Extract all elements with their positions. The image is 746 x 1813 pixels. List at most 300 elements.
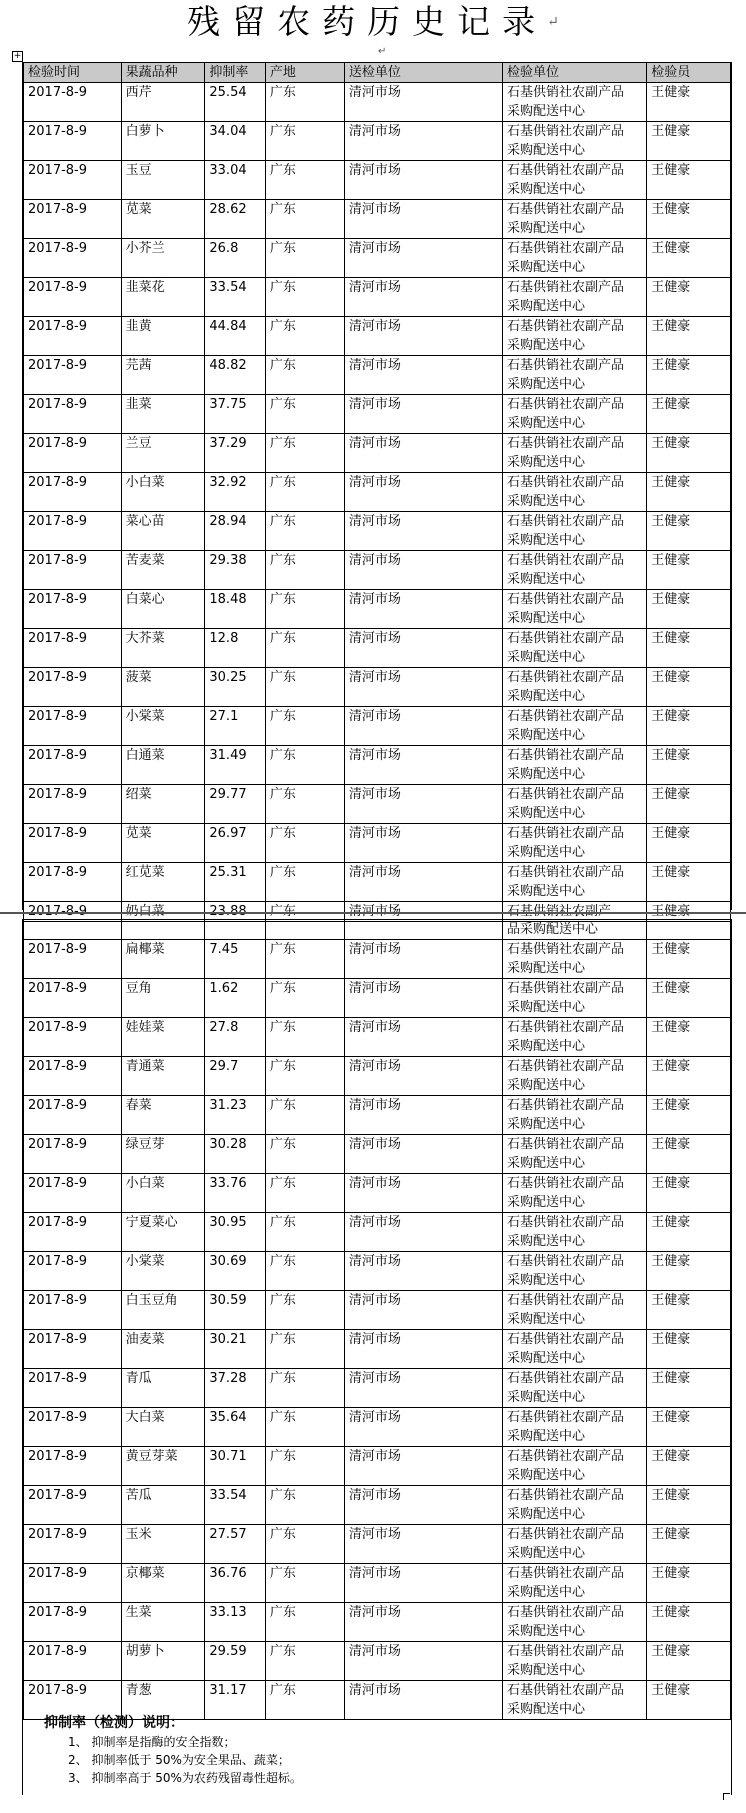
origin-cell: 广东 bbox=[265, 395, 344, 434]
sender-cell: 清河市场 bbox=[344, 122, 502, 161]
inspection-unit-cell: 石基供销社农副产品采购配送中心 bbox=[503, 161, 647, 200]
sender-cell: 清河市场 bbox=[344, 1603, 502, 1642]
table-row bbox=[24, 200, 731, 239]
vegetable-cell: 菠菜 bbox=[121, 668, 205, 707]
inspector-cell: 王健豪 bbox=[647, 1291, 731, 1330]
inspector-cell: 王健豪 bbox=[647, 1408, 731, 1447]
inspector-cell bbox=[647, 920, 731, 940]
rate-cell: 32.92 bbox=[205, 473, 265, 512]
table-row bbox=[24, 161, 731, 200]
inspection-unit-cell: 石基供销社农副产品采购配送中心 bbox=[503, 200, 647, 239]
table-row bbox=[24, 1096, 731, 1135]
inspector-cell: 王健豪 bbox=[647, 1057, 731, 1096]
inspection-unit-cell: 石基供销社农副产品采购配送中心 bbox=[503, 278, 647, 317]
origin-cell: 广东 bbox=[265, 1408, 344, 1447]
rate-cell: 12.8 bbox=[205, 629, 265, 668]
table-row bbox=[24, 512, 731, 551]
date-cell: 2017-8-9 bbox=[24, 1174, 122, 1213]
date-cell: 2017-8-9 bbox=[24, 1525, 122, 1564]
table-row bbox=[24, 940, 731, 979]
date-cell: 2017-8-9 bbox=[24, 239, 122, 278]
origin-cell: 广东 bbox=[265, 161, 344, 200]
sender-cell: 清河市场 bbox=[344, 1213, 502, 1252]
vegetable-cell: 青葱 bbox=[121, 1681, 205, 1720]
rate-cell: 48.82 bbox=[205, 356, 265, 395]
origin-cell: 广东 bbox=[265, 278, 344, 317]
sender-cell: 清河市场 bbox=[344, 512, 502, 551]
table-row bbox=[24, 317, 731, 356]
rate-cell: 30.71 bbox=[205, 1447, 265, 1486]
origin-cell: 广东 bbox=[265, 1018, 344, 1057]
inspector-cell: 王健豪 bbox=[647, 1096, 731, 1135]
column-header: 产地 bbox=[265, 63, 344, 83]
inspector-cell: 王健豪 bbox=[647, 979, 731, 1018]
inspector-cell: 王健豪 bbox=[647, 551, 731, 590]
vegetable-cell: 豆角 bbox=[121, 979, 205, 1018]
inspection-unit-cell: 石基供销社农副产品采购配送中心 bbox=[503, 1525, 647, 1564]
origin-cell: 广东 bbox=[265, 590, 344, 629]
inspector-cell: 王健豪 bbox=[647, 1018, 731, 1057]
origin-cell: 广东 bbox=[265, 1291, 344, 1330]
inspector-cell: 王健豪 bbox=[647, 746, 731, 785]
page-title bbox=[0, 2, 746, 42]
inspection-unit-cell: 石基供销社农副产品采购配送中心 bbox=[503, 1408, 647, 1447]
rate-cell: 31.23 bbox=[205, 1096, 265, 1135]
inspector-cell: 王健豪 bbox=[647, 1525, 731, 1564]
inspector-cell: 王健豪 bbox=[647, 239, 731, 278]
page-break-divider bbox=[0, 912, 746, 914]
rate-cell: 7.45 bbox=[205, 940, 265, 979]
vegetable-cell: 扁椰菜 bbox=[121, 940, 205, 979]
date-cell: 2017-8-9 bbox=[24, 824, 122, 863]
inspector-cell: 王健豪 bbox=[647, 1213, 731, 1252]
sender-cell: 清河市场 bbox=[344, 1018, 502, 1057]
date-cell: 2017-8-9 bbox=[24, 1291, 122, 1330]
rate-cell: 29.59 bbox=[205, 1642, 265, 1681]
date-cell: 2017-8-9 bbox=[24, 1330, 122, 1369]
inspection-unit-cell: 石基供销社农副产品采购配送中心 bbox=[503, 1330, 647, 1369]
table-row bbox=[24, 1057, 731, 1096]
inspector-cell: 王健豪 bbox=[647, 473, 731, 512]
date-cell: 2017-8-9 bbox=[24, 590, 122, 629]
rate-cell: 18.48 bbox=[205, 590, 265, 629]
paragraph-mark-icon: ↵ bbox=[378, 46, 387, 57]
sender-cell: 清河市场 bbox=[344, 1135, 502, 1174]
sender-cell: 清河市场 bbox=[344, 629, 502, 668]
table-row bbox=[24, 239, 731, 278]
table-row bbox=[24, 1447, 731, 1486]
table-header-row bbox=[24, 63, 731, 83]
date-cell: 2017-8-9 bbox=[24, 1213, 122, 1252]
table-row bbox=[24, 1408, 731, 1447]
rate-cell: 30.69 bbox=[205, 1252, 265, 1291]
sender-cell: 清河市场 bbox=[344, 824, 502, 863]
inspection-unit-cell: 石基供销社农副产品采购配送中心 bbox=[503, 434, 647, 473]
origin-cell: 广东 bbox=[265, 1096, 344, 1135]
rate-cell: 33.54 bbox=[205, 1486, 265, 1525]
date-cell: 2017-8-9 bbox=[24, 551, 122, 590]
date-cell: 2017-8-9 bbox=[24, 1486, 122, 1525]
rate-cell: 25.54 bbox=[205, 83, 265, 122]
origin-cell: 广东 bbox=[265, 902, 344, 922]
inspection-unit-cell: 石基供销社农副产品采购配送中心 bbox=[503, 1564, 647, 1603]
table-row bbox=[24, 122, 731, 161]
inspection-unit-cell: 品采购配送中心 bbox=[503, 920, 647, 940]
origin-cell: 广东 bbox=[265, 122, 344, 161]
origin-cell: 广东 bbox=[265, 356, 344, 395]
table-row bbox=[24, 356, 731, 395]
inspector-cell: 王健豪 bbox=[647, 824, 731, 863]
date-cell: 2017-8-9 bbox=[24, 122, 122, 161]
inspector-cell: 王健豪 bbox=[647, 668, 731, 707]
column-header: 送检单位 bbox=[344, 63, 502, 83]
origin-cell: 广东 bbox=[265, 434, 344, 473]
sender-cell: 清河市场 bbox=[344, 83, 502, 122]
date-cell: 2017-8-9 bbox=[24, 395, 122, 434]
date-cell: 2017-8-9 bbox=[24, 512, 122, 551]
rate-cell: 29.38 bbox=[205, 551, 265, 590]
origin-cell: 广东 bbox=[265, 746, 344, 785]
sender-cell: 清河市场 bbox=[344, 785, 502, 824]
date-cell: 2017-8-9 bbox=[24, 668, 122, 707]
table-row bbox=[24, 83, 731, 122]
origin-cell: 广东 bbox=[265, 1525, 344, 1564]
inspection-unit-cell: 石基供销社农副产品采购配送中心 bbox=[503, 1252, 647, 1291]
sender-cell: 清河市场 bbox=[344, 200, 502, 239]
inspection-unit-cell: 石基供销社农副产品采购配送中心 bbox=[503, 863, 647, 902]
inspection-unit-cell: 石基供销社农副产品采购配送中心 bbox=[503, 785, 647, 824]
origin-cell: 广东 bbox=[265, 200, 344, 239]
inspection-unit-cell: 石基供销社农副产品采购配送中心 bbox=[503, 979, 647, 1018]
origin-cell: 广东 bbox=[265, 83, 344, 122]
inspector-cell: 王健豪 bbox=[647, 1642, 731, 1681]
vegetable-cell: 菜心苗 bbox=[121, 512, 205, 551]
record-table bbox=[23, 62, 731, 922]
inspector-cell: 王健豪 bbox=[647, 707, 731, 746]
rate-cell: 1.62 bbox=[205, 979, 265, 1018]
sender-cell: 清河市场 bbox=[344, 863, 502, 902]
vegetable-cell: 生菜 bbox=[121, 1603, 205, 1642]
rate-cell: 30.28 bbox=[205, 1135, 265, 1174]
column-header: 检验时间 bbox=[24, 63, 122, 83]
table-row bbox=[24, 395, 731, 434]
table-row bbox=[24, 1525, 731, 1564]
origin-cell: 广东 bbox=[265, 1213, 344, 1252]
vegetable-cell: 兰豆 bbox=[121, 434, 205, 473]
rate-cell: 26.8 bbox=[205, 239, 265, 278]
vegetable-cell: 苋菜 bbox=[121, 200, 205, 239]
inspection-unit-cell: 石基供销社农副产品采购配送中心 bbox=[503, 629, 647, 668]
date-cell: 2017-8-9 bbox=[24, 1096, 122, 1135]
rate-cell: 34.04 bbox=[205, 122, 265, 161]
rate-cell: 27.57 bbox=[205, 1525, 265, 1564]
inspection-unit-cell: 石基供销社农副产品采购配送中心 bbox=[503, 1291, 647, 1330]
vegetable-cell: 苦麦菜 bbox=[121, 551, 205, 590]
rate-cell: 31.49 bbox=[205, 746, 265, 785]
rate-cell: 37.75 bbox=[205, 395, 265, 434]
origin-cell: 广东 bbox=[265, 824, 344, 863]
inspector-cell: 王健豪 bbox=[647, 278, 731, 317]
vegetable-cell: 小芥兰 bbox=[121, 239, 205, 278]
note-item: 2、 抑制率低于 50%为安全果品、蔬菜； bbox=[68, 1753, 290, 1767]
vegetable-cell: 小棠菜 bbox=[121, 707, 205, 746]
rate-cell: 33.54 bbox=[205, 278, 265, 317]
date-cell: 2017-8-9 bbox=[24, 278, 122, 317]
origin-cell: 广东 bbox=[265, 1174, 344, 1213]
rate-cell: 27.8 bbox=[205, 1018, 265, 1057]
inspection-unit-cell: 石基供销社农副产品采购配送中心 bbox=[503, 1135, 647, 1174]
date-cell: 2017-8-9 bbox=[24, 1447, 122, 1486]
column-header: 抑制率 bbox=[205, 63, 265, 83]
table-row bbox=[24, 1018, 731, 1057]
date-cell: 2017-8-9 bbox=[24, 317, 122, 356]
origin-cell: 广东 bbox=[265, 1681, 344, 1720]
rate-cell: 33.04 bbox=[205, 161, 265, 200]
vegetable-cell bbox=[121, 920, 205, 940]
date-cell: 2017-8-9 bbox=[24, 1252, 122, 1291]
vegetable-cell: 油麦菜 bbox=[121, 1330, 205, 1369]
column-header: 检验员 bbox=[647, 63, 731, 83]
inspector-cell: 王健豪 bbox=[647, 1330, 731, 1369]
origin-cell: 广东 bbox=[265, 551, 344, 590]
sender-cell: 清河市场 bbox=[344, 1486, 502, 1525]
inspector-cell: 王健豪 bbox=[647, 1603, 731, 1642]
rate-cell: 28.94 bbox=[205, 512, 265, 551]
inspection-unit-cell: 石基供销社农副产品采购配送中心 bbox=[503, 940, 647, 979]
paragraph-mark-icon: ↵ bbox=[547, 14, 559, 30]
sender-cell: 清河市场 bbox=[344, 473, 502, 512]
vegetable-cell: 韭黄 bbox=[121, 317, 205, 356]
vegetable-cell: 春菜 bbox=[121, 1096, 205, 1135]
sender-cell: 清河市场 bbox=[344, 1057, 502, 1096]
table-move-handle-icon[interactable]: + bbox=[13, 51, 22, 61]
origin-cell: 广东 bbox=[265, 473, 344, 512]
table-row bbox=[24, 1564, 731, 1603]
date-cell: 2017-8-9 bbox=[24, 979, 122, 1018]
sender-cell: 清河市场 bbox=[344, 1369, 502, 1408]
vegetable-cell: 玉米 bbox=[121, 1525, 205, 1564]
origin-cell: 广东 bbox=[265, 707, 344, 746]
table-row bbox=[24, 1174, 731, 1213]
inspector-cell: 王健豪 bbox=[647, 1447, 731, 1486]
inspection-unit-cell: 石基供销社农副产品采购配送中心 bbox=[503, 551, 647, 590]
inspection-unit-cell: 石基供销社农副产品采购配送中心 bbox=[503, 1642, 647, 1681]
note-item: 3、 抑制率高于 50%为农药残留毒性超标。 bbox=[68, 1771, 302, 1785]
rate-cell: 23.88 bbox=[205, 902, 265, 922]
vegetable-cell: 小棠菜 bbox=[121, 1252, 205, 1291]
inspector-cell: 王健豪 bbox=[647, 512, 731, 551]
rate-cell: 33.13 bbox=[205, 1603, 265, 1642]
inspector-cell: 王健豪 bbox=[647, 863, 731, 902]
sender-cell: 清河市场 bbox=[344, 979, 502, 1018]
origin-cell: 广东 bbox=[265, 1564, 344, 1603]
sender-cell: 清河市场 bbox=[344, 356, 502, 395]
inspector-cell: 王健豪 bbox=[647, 1174, 731, 1213]
vegetable-cell: 白菜心 bbox=[121, 590, 205, 629]
origin-cell bbox=[265, 920, 344, 940]
table-row bbox=[24, 278, 731, 317]
origin-cell: 广东 bbox=[265, 940, 344, 979]
sender-cell: 清河市场 bbox=[344, 1096, 502, 1135]
origin-cell: 广东 bbox=[265, 1369, 344, 1408]
rate-cell: 28.62 bbox=[205, 200, 265, 239]
column-header: 检验单位 bbox=[503, 63, 647, 83]
table-row bbox=[24, 1369, 731, 1408]
inspector-cell: 王健豪 bbox=[647, 83, 731, 122]
origin-cell: 广东 bbox=[265, 1252, 344, 1291]
sender-cell: 清河市场 bbox=[344, 1252, 502, 1291]
sender-cell: 清河市场 bbox=[344, 1408, 502, 1447]
rate-cell: 25.31 bbox=[205, 863, 265, 902]
inspection-unit-cell: 石基供销社农副产品采购配送中心 bbox=[503, 1213, 647, 1252]
date-cell: 2017-8-9 bbox=[24, 629, 122, 668]
inspection-unit-cell: 石基供销社农副产品采购配送中心 bbox=[503, 1447, 647, 1486]
table-row bbox=[24, 434, 731, 473]
record-table-continued bbox=[23, 919, 731, 1720]
origin-cell: 广东 bbox=[265, 317, 344, 356]
inspection-unit-cell: 石基供销社农副产品采购配送中心 bbox=[503, 746, 647, 785]
date-cell: 2017-8-9 bbox=[24, 1681, 122, 1720]
inspector-cell: 王健豪 bbox=[647, 1681, 731, 1720]
table-row bbox=[24, 629, 731, 668]
inspection-unit-cell: 石基供销社农副产品采购配送中心 bbox=[503, 356, 647, 395]
vegetable-cell: 京椰菜 bbox=[121, 1564, 205, 1603]
origin-cell: 广东 bbox=[265, 1603, 344, 1642]
sender-cell: 清河市场 bbox=[344, 1174, 502, 1213]
sender-cell: 清河市场 bbox=[344, 239, 502, 278]
sender-cell: 清河市场 bbox=[344, 1330, 502, 1369]
note-item: 1、 抑制率是指酶的安全指数； bbox=[68, 1735, 236, 1749]
origin-cell: 广东 bbox=[265, 1135, 344, 1174]
date-cell bbox=[24, 920, 122, 940]
inspection-unit-cell: 石基供销社农副产品采购配送中心 bbox=[503, 395, 647, 434]
vegetable-cell: 青瓜 bbox=[121, 1369, 205, 1408]
table-row-continued bbox=[24, 920, 731, 940]
inspection-unit-cell: 石基供销社农副产品采购配送中心 bbox=[503, 1369, 647, 1408]
origin-cell: 广东 bbox=[265, 863, 344, 902]
sender-cell: 清河市场 bbox=[344, 1525, 502, 1564]
origin-cell: 广东 bbox=[265, 1330, 344, 1369]
inspection-unit-cell: 石基供销社农副产品采购配送中心 bbox=[503, 1486, 647, 1525]
inspector-cell: 王健豪 bbox=[647, 122, 731, 161]
origin-cell: 广东 bbox=[265, 239, 344, 278]
sender-cell: 清河市场 bbox=[344, 434, 502, 473]
origin-cell: 广东 bbox=[265, 1642, 344, 1681]
inspection-unit-cell: 石基供销社农副产品采购配送中心 bbox=[503, 1018, 647, 1057]
rate-cell: 27.1 bbox=[205, 707, 265, 746]
sender-cell bbox=[344, 920, 502, 940]
sender-cell: 清河市场 bbox=[344, 1564, 502, 1603]
table-row bbox=[24, 1135, 731, 1174]
origin-cell: 广东 bbox=[265, 979, 344, 1018]
inspector-cell: 王健豪 bbox=[647, 1135, 731, 1174]
date-cell: 2017-8-9 bbox=[24, 1057, 122, 1096]
rate-cell bbox=[205, 920, 265, 940]
date-cell: 2017-8-9 bbox=[24, 1135, 122, 1174]
table-row bbox=[24, 1330, 731, 1369]
inspection-unit-cell: 石基供销社农副产品采购配送中心 bbox=[503, 824, 647, 863]
inspection-unit-cell: 石基供销社农副产 bbox=[503, 902, 647, 922]
vegetable-cell: 韭菜 bbox=[121, 395, 205, 434]
notes-section bbox=[22, 1713, 730, 1787]
vegetable-cell: 红苋菜 bbox=[121, 863, 205, 902]
sender-cell: 清河市场 bbox=[344, 1291, 502, 1330]
vegetable-cell: 宁夏菜心 bbox=[121, 1213, 205, 1252]
notes-heading: 抑制率（检测）说明： bbox=[44, 1715, 184, 1731]
table-row bbox=[24, 590, 731, 629]
inspection-unit-cell: 石基供销社农副产品采购配送中心 bbox=[503, 1096, 647, 1135]
date-cell: 2017-8-9 bbox=[24, 356, 122, 395]
inspector-cell: 王健豪 bbox=[647, 434, 731, 473]
origin-cell: 广东 bbox=[265, 785, 344, 824]
vegetable-cell: 芫茜 bbox=[121, 356, 205, 395]
table-row bbox=[24, 551, 731, 590]
inspector-cell: 王健豪 bbox=[647, 1486, 731, 1525]
inspector-cell: 王健豪 bbox=[647, 785, 731, 824]
inspection-unit-cell: 石基供销社农副产品采购配送中心 bbox=[503, 668, 647, 707]
vegetable-cell: 黄豆芽菜 bbox=[121, 1447, 205, 1486]
inspector-cell: 王健豪 bbox=[647, 395, 731, 434]
inspector-cell: 王健豪 bbox=[647, 317, 731, 356]
table-row bbox=[24, 746, 731, 785]
inspector-cell: 王健豪 bbox=[647, 161, 731, 200]
inspector-cell: 王健豪 bbox=[647, 590, 731, 629]
origin-cell: 广东 bbox=[265, 668, 344, 707]
inspector-cell: 王健豪 bbox=[647, 1564, 731, 1603]
table-row bbox=[24, 1291, 731, 1330]
sender-cell: 清河市场 bbox=[344, 551, 502, 590]
page-title-text: 残留农药历史记录 bbox=[187, 2, 548, 41]
vegetable-cell: 苋菜 bbox=[121, 824, 205, 863]
date-cell: 2017-8-9 bbox=[24, 434, 122, 473]
inspector-cell: 王健豪 bbox=[647, 1369, 731, 1408]
rate-cell: 37.28 bbox=[205, 1369, 265, 1408]
date-cell: 2017-8-9 bbox=[24, 1018, 122, 1057]
origin-cell: 广东 bbox=[265, 1486, 344, 1525]
sender-cell: 清河市场 bbox=[344, 1642, 502, 1681]
inspection-unit-cell: 石基供销社农副产品采购配送中心 bbox=[503, 1174, 647, 1213]
table-row bbox=[24, 1252, 731, 1291]
vegetable-cell: 白玉豆角 bbox=[121, 1291, 205, 1330]
sender-cell: 清河市场 bbox=[344, 940, 502, 979]
vegetable-cell: 娃娃菜 bbox=[121, 1018, 205, 1057]
sender-cell: 清河市场 bbox=[344, 590, 502, 629]
inspection-unit-cell: 石基供销社农副产品采购配送中心 bbox=[503, 1681, 647, 1720]
date-cell: 2017-8-9 bbox=[24, 785, 122, 824]
rate-cell: 36.76 bbox=[205, 1564, 265, 1603]
inspection-unit-cell: 石基供销社农副产品采购配送中心 bbox=[503, 707, 647, 746]
date-cell: 2017-8-9 bbox=[24, 1564, 122, 1603]
date-cell: 2017-8-9 bbox=[24, 746, 122, 785]
vegetable-cell: 韭菜花 bbox=[121, 278, 205, 317]
inspector-cell: 王健豪 bbox=[647, 1252, 731, 1291]
sender-cell: 清河市场 bbox=[344, 278, 502, 317]
rate-cell: 26.97 bbox=[205, 824, 265, 863]
date-cell: 2017-8-9 bbox=[24, 1642, 122, 1681]
sender-cell: 清河市场 bbox=[344, 746, 502, 785]
inspector-cell: 王健豪 bbox=[647, 940, 731, 979]
vegetable-cell: 胡萝卜 bbox=[121, 1642, 205, 1681]
vegetable-cell: 苦瓜 bbox=[121, 1486, 205, 1525]
vegetable-cell: 白通菜 bbox=[121, 746, 205, 785]
date-cell: 2017-8-9 bbox=[24, 1369, 122, 1408]
rate-cell: 33.76 bbox=[205, 1174, 265, 1213]
date-cell: 2017-8-9 bbox=[24, 200, 122, 239]
date-cell: 2017-8-9 bbox=[24, 473, 122, 512]
rate-cell: 30.21 bbox=[205, 1330, 265, 1369]
rate-cell: 30.59 bbox=[205, 1291, 265, 1330]
inspector-cell: 王健豪 bbox=[647, 902, 731, 922]
